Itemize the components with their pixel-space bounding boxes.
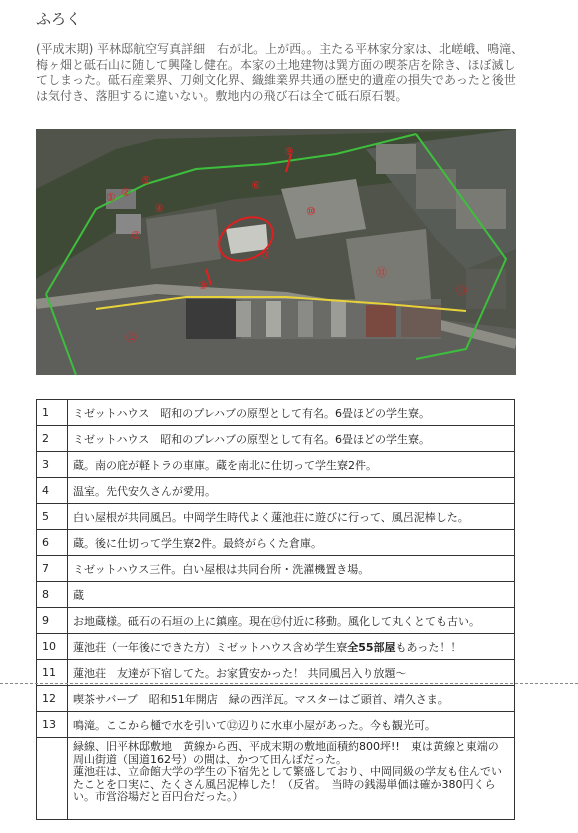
row-text bbox=[68, 634, 515, 660]
table-row bbox=[37, 478, 515, 504]
row-text: お地蔵様。砥石の石垣の上に鎮座。現在⑫付近に移動。風化して丸くとても古い。 bbox=[68, 608, 515, 634]
aerial-photo bbox=[36, 129, 516, 375]
row-text-tail: もあった！！ bbox=[395, 640, 462, 654]
row-text: ミゼットハウス 昭和のプレハブの原型として有名。6畳ほどの学生寮。 bbox=[68, 400, 515, 426]
map-marker: ⑥ bbox=[251, 179, 261, 192]
table-row bbox=[37, 504, 515, 530]
row-text: 鳴滝。ここから樋で水を引いて⑫辺りに水車小屋があった。今も観光可。 bbox=[68, 712, 515, 738]
row-number: 9 bbox=[37, 608, 68, 634]
map-marker: ④ bbox=[154, 202, 164, 215]
map-marker: ⑩ bbox=[306, 205, 316, 218]
row-number: 7 bbox=[37, 556, 68, 582]
row-text: 蔵 bbox=[68, 582, 515, 608]
row-number: 6 bbox=[37, 530, 68, 556]
row-number: 2 bbox=[37, 426, 68, 452]
row-text: ミゼットハウス 昭和のプレハブの原型として有名。6畳ほどの学生寮。 bbox=[68, 426, 515, 452]
row-number: 8 bbox=[37, 582, 68, 608]
page-title: ふろく bbox=[36, 10, 82, 28]
row-text-bold: 全55部屋 bbox=[347, 640, 396, 654]
map-marker: ⑦ bbox=[261, 249, 271, 262]
row-text: 白い屋根が共同風呂。中岡学生時代よく蓮池荘に遊びに行って、風呂泥棒した。 bbox=[68, 504, 515, 530]
page-break-line bbox=[0, 683, 578, 684]
row-text: 喫茶サバーブ 昭和51年開店 緑の西洋瓦。マスターはご頭首、靖久さま。 bbox=[68, 686, 515, 712]
row-number: 10 bbox=[37, 634, 68, 660]
table-row bbox=[37, 712, 515, 738]
map-marker: ⑨ bbox=[284, 145, 294, 158]
table-row bbox=[37, 608, 515, 634]
table-row bbox=[37, 400, 515, 426]
row-number: 12 bbox=[37, 686, 68, 712]
aerial-photo-drawing bbox=[36, 129, 516, 375]
map-marker: ⑪ bbox=[376, 266, 387, 279]
row-text: ミゼットハウス三件。白い屋根は共同台所・洗濯機置き場。 bbox=[68, 556, 515, 582]
table-row bbox=[37, 530, 515, 556]
map-marker: ③ bbox=[131, 229, 141, 242]
row-text: 蓮池荘 友達が下宿してた。お家賃安かった！ 共同風呂入り放題～ bbox=[68, 660, 515, 686]
table-row bbox=[37, 634, 515, 660]
table-row bbox=[37, 582, 515, 608]
map-marker: ⑤ bbox=[141, 174, 151, 187]
table-row bbox=[37, 686, 515, 712]
row-number: 11 bbox=[37, 660, 68, 686]
row-text-main: 蓮池荘（一年後にできた方）ミゼットハウス含め学生寮 bbox=[73, 640, 348, 654]
legend-table bbox=[36, 399, 515, 820]
table-row bbox=[37, 556, 515, 582]
table-row bbox=[37, 660, 515, 686]
row-number: 3 bbox=[37, 452, 68, 478]
row-text: 蔵。南の庇が軽トラの車庫。蔵を南北に仕切って学生寮2件。 bbox=[68, 452, 515, 478]
map-marker: ⑧ bbox=[198, 279, 208, 292]
row-number bbox=[37, 738, 68, 820]
row-number: 1 bbox=[37, 400, 68, 426]
table-row bbox=[37, 452, 515, 478]
map-marker: ⑫ bbox=[126, 331, 137, 344]
row-number: 5 bbox=[37, 504, 68, 530]
map-marker: ② bbox=[121, 186, 131, 199]
row-text: 温室。先代安久さんが愛用。 bbox=[68, 478, 515, 504]
page-description: (平成末期) 平林邸航空写真詳細 右が北。上が西。。主たる平林家分家は、北嵯峨、鳴滝、梅ヶ畑と砥石山に随して興隆し健在。本家の土地建物は巽方面の喫茶店を除き、ほぼ滅してしまった。砥石産業界、刀剣文化界、織維業界共通の歴史的遺産の損失であったと後世は気付き、落胆するに違いない。敷地内の飛び石は全て砥石原石製。 bbox=[36, 42, 524, 103]
table-row bbox=[37, 426, 515, 452]
row-number: 13 bbox=[37, 712, 68, 738]
row-text: 蔵。後に仕切って学生寮2件。最終がらくた倉庫。 bbox=[68, 530, 515, 556]
table-row bbox=[37, 738, 515, 820]
row-number: 4 bbox=[37, 478, 68, 504]
map-marker: ⑬ bbox=[456, 284, 467, 297]
footer-note: 緑線、旧平林邸敷地 黄線から西、平成末期の敷地面積約800坪!! 東は黄線と東端の周山街道（国道162号）の間は、かつて田んぼだった。 蓮池荘は、立命館大学の学生の下宿先として繁盛しており、中岡同級の学友も住んでいたことを口実に、たくさん風呂泥棒した！（反省。 当時の銭湯単価は確か380円くらい。市営浴場だと百円台だった。） bbox=[68, 738, 515, 820]
map-marker: ① bbox=[106, 191, 116, 204]
